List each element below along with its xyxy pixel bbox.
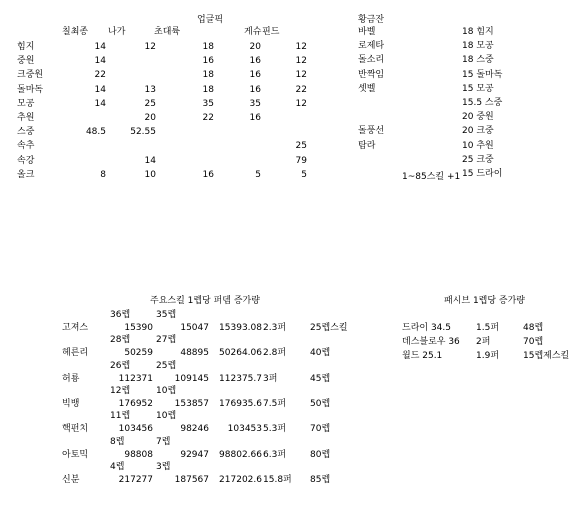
upgrade-col-header: 나가 <box>108 27 126 37</box>
gold-item-value: 18 힘지 <box>462 27 494 37</box>
passive-name: 드라이 34.5 <box>402 323 451 333</box>
skill-level-a: 8렙 <box>110 436 125 447</box>
passive-name: 윌드 25.1 <box>402 351 443 361</box>
upgrade-cell: 14 <box>94 56 106 67</box>
skill-level-b: 10렙 <box>156 385 177 396</box>
upgrade-row-label: 속강 <box>17 155 35 166</box>
skill-level-b: 3렙 <box>156 461 171 472</box>
skill-value-b: 15047 <box>180 323 209 333</box>
gold-item-label: 바벨 <box>358 27 376 37</box>
gold-item-value: 20 크중 <box>462 126 494 137</box>
upgrade-col-header: 게슈 <box>244 27 262 37</box>
skill-level-a: 36렙 <box>110 310 131 320</box>
skill-value-c: 176935.6 <box>219 398 262 409</box>
upgrade-cell: 13 <box>144 84 156 95</box>
upgrade-cell: 18 <box>202 70 214 81</box>
upgrade-row-label: 모공 <box>17 98 35 109</box>
skills-title: 주요스킬 1렙당 퍼뎀 증가량 <box>150 296 260 306</box>
gold-item-label: 로제타 <box>358 41 385 52</box>
skill-percent: 5.3퍼 <box>263 424 287 435</box>
skill-note: 25렙스킬 <box>310 323 348 333</box>
upgrade-cell: 8 <box>100 169 106 180</box>
upgrade-row-label: 중원 <box>17 56 35 67</box>
skill-value-a: 15390 <box>124 323 153 333</box>
skill-value-c: 217202.6 <box>219 474 262 485</box>
upgrade-cell: 48.5 <box>85 127 106 138</box>
gold-title: 황금잔 <box>358 15 385 25</box>
upgrade-cell: 12 <box>295 56 307 67</box>
gold-item-value: 15.5 스중 <box>462 98 503 108</box>
upgrade-cell: 14 <box>94 42 106 52</box>
skill-value-c: 50264.06 <box>219 348 262 359</box>
skill-level-b: 35렙 <box>156 310 177 320</box>
upgrade-cell: 52.55 <box>130 127 156 138</box>
passive-level: 15렙제스킬 <box>523 351 570 361</box>
upgrade-cell: 18 <box>202 42 214 52</box>
upgrade-cell: 22 <box>202 113 214 123</box>
upgrade-cell: 20 <box>249 42 261 52</box>
upgrade-cell: 18 <box>202 84 214 95</box>
upgrade-cell: 5 <box>255 169 261 180</box>
skill-note: 70렙 <box>310 424 331 435</box>
upgrade-cell: 16 <box>202 169 214 180</box>
skill-level-a: 11렙 <box>110 411 131 422</box>
upgrade-cell: 79 <box>295 155 307 166</box>
upgrade-cell: 14 <box>94 84 106 95</box>
skill-value-a: 98808 <box>124 449 153 460</box>
upgrade-cell: 10 <box>144 169 156 180</box>
gold-item-value: 15 드라이 <box>462 169 503 179</box>
skill-level-b: 7렙 <box>156 436 171 447</box>
skill-percent: 3퍼 <box>263 373 278 384</box>
upgrade-col-header: 초대륙 <box>154 27 181 37</box>
passive-percent: 1.9퍼 <box>476 351 500 361</box>
gold-item-value: 15 돌마독 <box>462 69 503 80</box>
upgrade-cell: 16 <box>249 113 261 123</box>
skill-note: 85렙 <box>310 474 331 485</box>
gold-item-label: 셋벨 <box>358 83 376 94</box>
skill-value-c: 112375.7 <box>219 373 262 384</box>
skill-value-b: 92947 <box>180 449 209 460</box>
gold-item-label: 돌소리 <box>358 55 385 66</box>
skill-note: 45렙 <box>310 373 331 384</box>
gold-item-value: 10 추원 <box>462 140 494 151</box>
upgrade-cell: 14 <box>144 155 156 166</box>
upgrade-cell: 12 <box>144 42 156 52</box>
skill-value-a: 103456 <box>118 424 153 435</box>
skill-name: 허룡 <box>62 373 80 384</box>
upgrade-cell: 12 <box>295 70 307 81</box>
gold-footer: 1~85스킬 +1 <box>402 172 461 182</box>
skill-level-a: 12렙 <box>110 385 131 396</box>
upgrade-cell: 5 <box>301 169 307 180</box>
upgrade-cell: 25 <box>295 141 307 152</box>
skill-value-c: 15393.08 <box>219 323 262 333</box>
skill-level-b: 10렙 <box>156 411 177 422</box>
upgrade-cell: 35 <box>202 98 214 109</box>
skill-value-a: 217277 <box>118 474 153 485</box>
skill-level-a: 28렙 <box>110 335 131 346</box>
gold-item-value: 15 모공 <box>462 83 494 94</box>
skill-value-b: 98246 <box>180 424 209 435</box>
skill-value-a: 50259 <box>124 348 153 359</box>
upgrade-cell: 12 <box>295 98 307 109</box>
passive-level: 48렙 <box>523 323 544 333</box>
upgrade-row-label: 스중 <box>17 127 35 138</box>
skill-percent: 2.8퍼 <box>263 348 287 359</box>
skill-name: 아토믹 <box>62 449 89 460</box>
skill-level-b: 25렙 <box>156 360 177 371</box>
upgrade-title: 업글픽 <box>196 15 224 25</box>
upgrade-cell: 35 <box>249 98 261 109</box>
skill-value-c: 98802.66 <box>219 449 262 460</box>
gold-item-value: 20 중원 <box>462 112 494 123</box>
upgrade-row-label: 돌마독 <box>17 84 44 95</box>
passive-name: 데스블로우 36 <box>402 337 460 347</box>
skill-name: 신분 <box>62 474 80 485</box>
skill-name: 핵펀치 <box>62 424 89 435</box>
upgrade-cell: 22 <box>295 84 307 95</box>
skill-level-b: 27렙 <box>156 335 177 346</box>
upgrade-cell: 20 <box>144 113 156 123</box>
skill-name: 빅뱅 <box>62 398 80 409</box>
upgrade-row-label: 크중원 <box>17 70 44 81</box>
gold-item-label: 탐라 <box>358 140 376 151</box>
skill-note: 40렙 <box>310 348 331 359</box>
skill-value-b: 48895 <box>180 348 209 359</box>
passive-level: 70렙 <box>523 337 544 347</box>
skill-value-b: 153857 <box>174 398 209 409</box>
skill-note: 50렙 <box>310 398 331 409</box>
upgrade-cell: 16 <box>249 84 261 95</box>
skill-note: 80렙 <box>310 449 331 460</box>
gold-item-value: 25 크중 <box>462 154 494 165</box>
upgrade-cell: 16 <box>249 70 261 81</box>
upgrade-cell: 16 <box>202 56 214 67</box>
skill-percent: 7.5퍼 <box>263 398 287 409</box>
gold-item-label: 반짝임 <box>358 69 385 80</box>
passive-title: 패시브 1렙당 증가량 <box>444 296 526 306</box>
skill-level-a: 4렙 <box>110 461 125 472</box>
upgrade-cell: 12 <box>295 42 307 52</box>
skill-percent: 6.3퍼 <box>263 449 287 460</box>
upgrade-col-header: 핀드 <box>262 27 280 37</box>
passive-percent: 2퍼 <box>476 337 491 347</box>
passive-percent: 1.5퍼 <box>476 323 500 333</box>
upgrade-cell: 16 <box>249 56 261 67</box>
skill-percent: 2.3퍼 <box>263 323 287 333</box>
skill-percent: 15.8퍼 <box>263 474 292 485</box>
upgrade-row-label: 추원 <box>17 113 35 123</box>
upgrade-cell: 25 <box>144 98 156 109</box>
skill-level-a: 26렙 <box>110 360 131 371</box>
gold-item-value: 18 모공 <box>462 41 494 52</box>
upgrade-cell: 22 <box>94 70 106 81</box>
upgrade-col-header: 칠최종 <box>62 27 89 37</box>
skill-value-a: 112371 <box>118 373 153 384</box>
skill-value-b: 109145 <box>174 373 209 384</box>
skill-name: 헤른리 <box>62 348 89 359</box>
upgrade-row-label: 속추 <box>17 141 35 152</box>
gold-item-label: 돌풍선 <box>358 126 385 137</box>
skill-value-c: 103453 <box>227 424 262 435</box>
skill-value-b: 187567 <box>174 474 209 485</box>
skill-name: 고져스 <box>62 323 89 333</box>
skill-value-a: 176952 <box>118 398 153 409</box>
upgrade-row-label: 올크 <box>17 169 35 180</box>
upgrade-row-label: 힘지 <box>17 42 35 52</box>
gold-item-value: 18 스중 <box>462 55 494 66</box>
upgrade-cell: 14 <box>94 98 106 109</box>
